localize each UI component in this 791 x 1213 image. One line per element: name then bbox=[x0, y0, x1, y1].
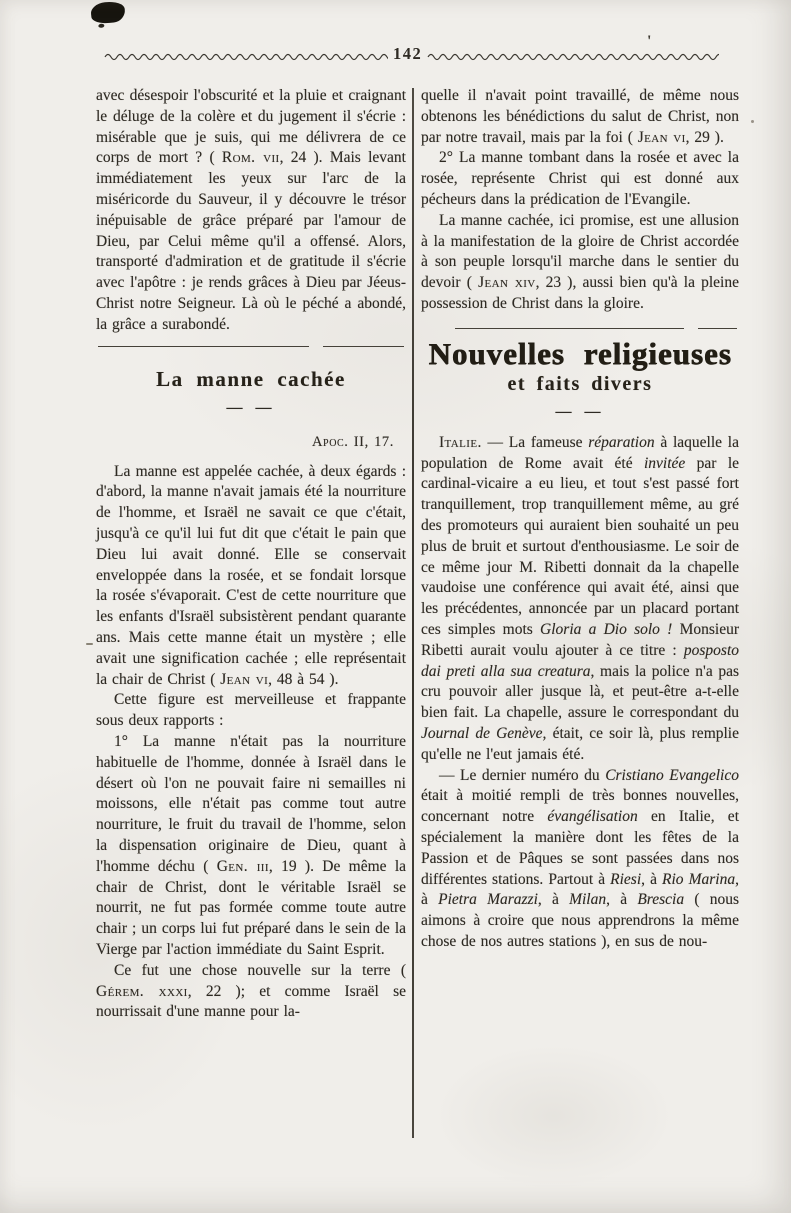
paragraph: Italie. — La fameuse réparation à laquelle la population de Rome avait été invitée par le cardinal-vicaire a eu lieu, et tout s'est passé fort tranquillement, trop tranquillement même, au gré des promoteurs qui auraient bien souhaité un peu plus de bruit et surtout d'enthousiasme. Le soir de ce même jour M. Ribetti donnait da la chapelle vaudoise une conférence qui avait été, ainsi que les précédentes, annoncée par un placard portant ces simples mots Gloria a Dio solo ! Monsieur Ribetti aurait voulu ajouter à ce titre : posposto dai preti alla sua creatura, mais la police n'a pas cru pouvoir aller jusque là, et peut-être a-t-elle bien fait. La chapelle, assure le correspondant du Journal de Genève, était, ce soir là, plus remplie qu'elle ne l'eut jamais été. bbox=[421, 433, 740, 763]
ink-speck bbox=[751, 120, 754, 123]
left-column bbox=[96, 86, 406, 1023]
paragraph: Cette figure est merveilleuse et frappante sous deux rapports : bbox=[96, 691, 406, 730]
ink-speck bbox=[86, 643, 93, 645]
page-number: 142 bbox=[393, 44, 423, 63]
paragraph: La manne est appelée cachée, à deux égards : d'abord, la manne n'avait jamais été la nourriture de l'homme, et Israël ne savait ce que c'était, jusqu'à ce qu'il lui fut dit que c'était le pain que Dieu lui avait donné. Elle se conservait enveloppée dans la rosée, et se fondait lorsque la rosée s'évaporait. C'est de cette nourriture que les enfants d'Israël subsistèrent pendant quarante ans. Mais cette manne était un mystère ; elle avait une signification cachée ; elle représentait la chair de Christ ( Jean vi, 48 à 54 ). bbox=[96, 462, 406, 688]
column-divider-rule bbox=[412, 88, 414, 1138]
paragraph-continued: quelle il n'avait point travaillé, de même nous obtenons les bénédictions du salut de Christ, non par notre travail, mais par la foi ( Jean vi, 29 ). bbox=[421, 87, 739, 146]
section-subtitle: et faits divers bbox=[507, 373, 653, 396]
dash-divider: — — bbox=[555, 403, 605, 421]
paragraph-continued: avec désespoir l'obscurité et la pluie et craignant le déluge de la colère et du jugement il s'écrie : misérable que je suis, qui me délivrera de ce corps de mort ? ( Rom. vii, 24 ). Mais levant immédiatement les yeux sur l'arc de la miséricorde du Sauveur, il y découvre le trésor inépuisable de grâce préparé par l'amour de Dieu, par Celui même qu'il a offensé. Alors, transporté d'admiration et de gratitude il s'écrie avec l'apôtre : je rends grâces à Dieu par Jéeus-Christ notre Seigneur. Là où le péché a abondé, la grâce a surabondé. bbox=[96, 87, 406, 333]
paragraph: La manne cachée, ici promise, est une allusion à la manifestation de la gloire de Christ accordée à son peuple lorsqu'il marche dans le sentier du devoir ( Jean xiv, 23 ), aussi bien qu'à la pleine possession de Christ dans la gloire. bbox=[421, 211, 739, 312]
divider-segment bbox=[323, 346, 404, 348]
section-divider bbox=[98, 346, 404, 348]
paragraph: Ce fut une chose nouvelle sur la terre ( Gérem. xxxi, 22 ); et comme Israël se nourrissait d'une manne pour la- bbox=[96, 961, 406, 1021]
divider-segment bbox=[455, 328, 684, 330]
section-title: Nouvelles religieuses bbox=[428, 336, 732, 372]
ink-blot bbox=[90, 0, 126, 24]
decorative-wavy-rule-left bbox=[104, 52, 388, 61]
scripture-reference: Apoc. II, 17. bbox=[311, 433, 394, 450]
right-column bbox=[421, 86, 739, 953]
article-title: La manne cachée bbox=[156, 367, 346, 392]
paragraph: 2° La manne tombant dans la rosée et avec la rosée, représente Christ qui est donné aux pécheurs dans la prédication de l'Evangile. bbox=[421, 149, 739, 208]
page-header bbox=[104, 46, 727, 66]
decorative-wavy-rule-right bbox=[427, 52, 719, 61]
paragraph: — Le dernier numéro du Cristiano Evangelico était à moitié rempli de très bonnes nouvelles, concernant notre évangélisation en Italie, et spécialement la manière dont les fêtes de la Passion et de Pâques se sont passées dans nos différentes stations. Partout à Riesi, à Rio Marina, à Pietra Marazzi, à Milan, à Brescia ( nous aimons à croire que nous apprendrons la même chose de nos autres stations ), en sus de nou- bbox=[421, 766, 739, 950]
divider-segment bbox=[698, 328, 737, 330]
stray-ink-mark: ' bbox=[647, 33, 652, 50]
section-divider bbox=[455, 328, 737, 330]
paragraph: 1° La manne n'était pas la nourriture habituelle de l'homme, donnée à Israël dans le désert où l'on ne pouvait faire ni semailles ni moissons, elle n'était pas comme tout autre nourriture, le fruit du travail de l'homme, selon la dispensation originaire de Dieu, quant à l'homme déchu ( Gen. iii, 19 ). De même la chair de Christ, dont le véritable Israël se nourrit, ne fut pas formée comme toute autre chair ; un corps lui fut préparé dans le sein de la Vierge par l'action immédiate du Saint Esprit. bbox=[96, 733, 407, 958]
dash-divider: — — bbox=[226, 399, 276, 417]
divider-segment bbox=[98, 346, 309, 348]
